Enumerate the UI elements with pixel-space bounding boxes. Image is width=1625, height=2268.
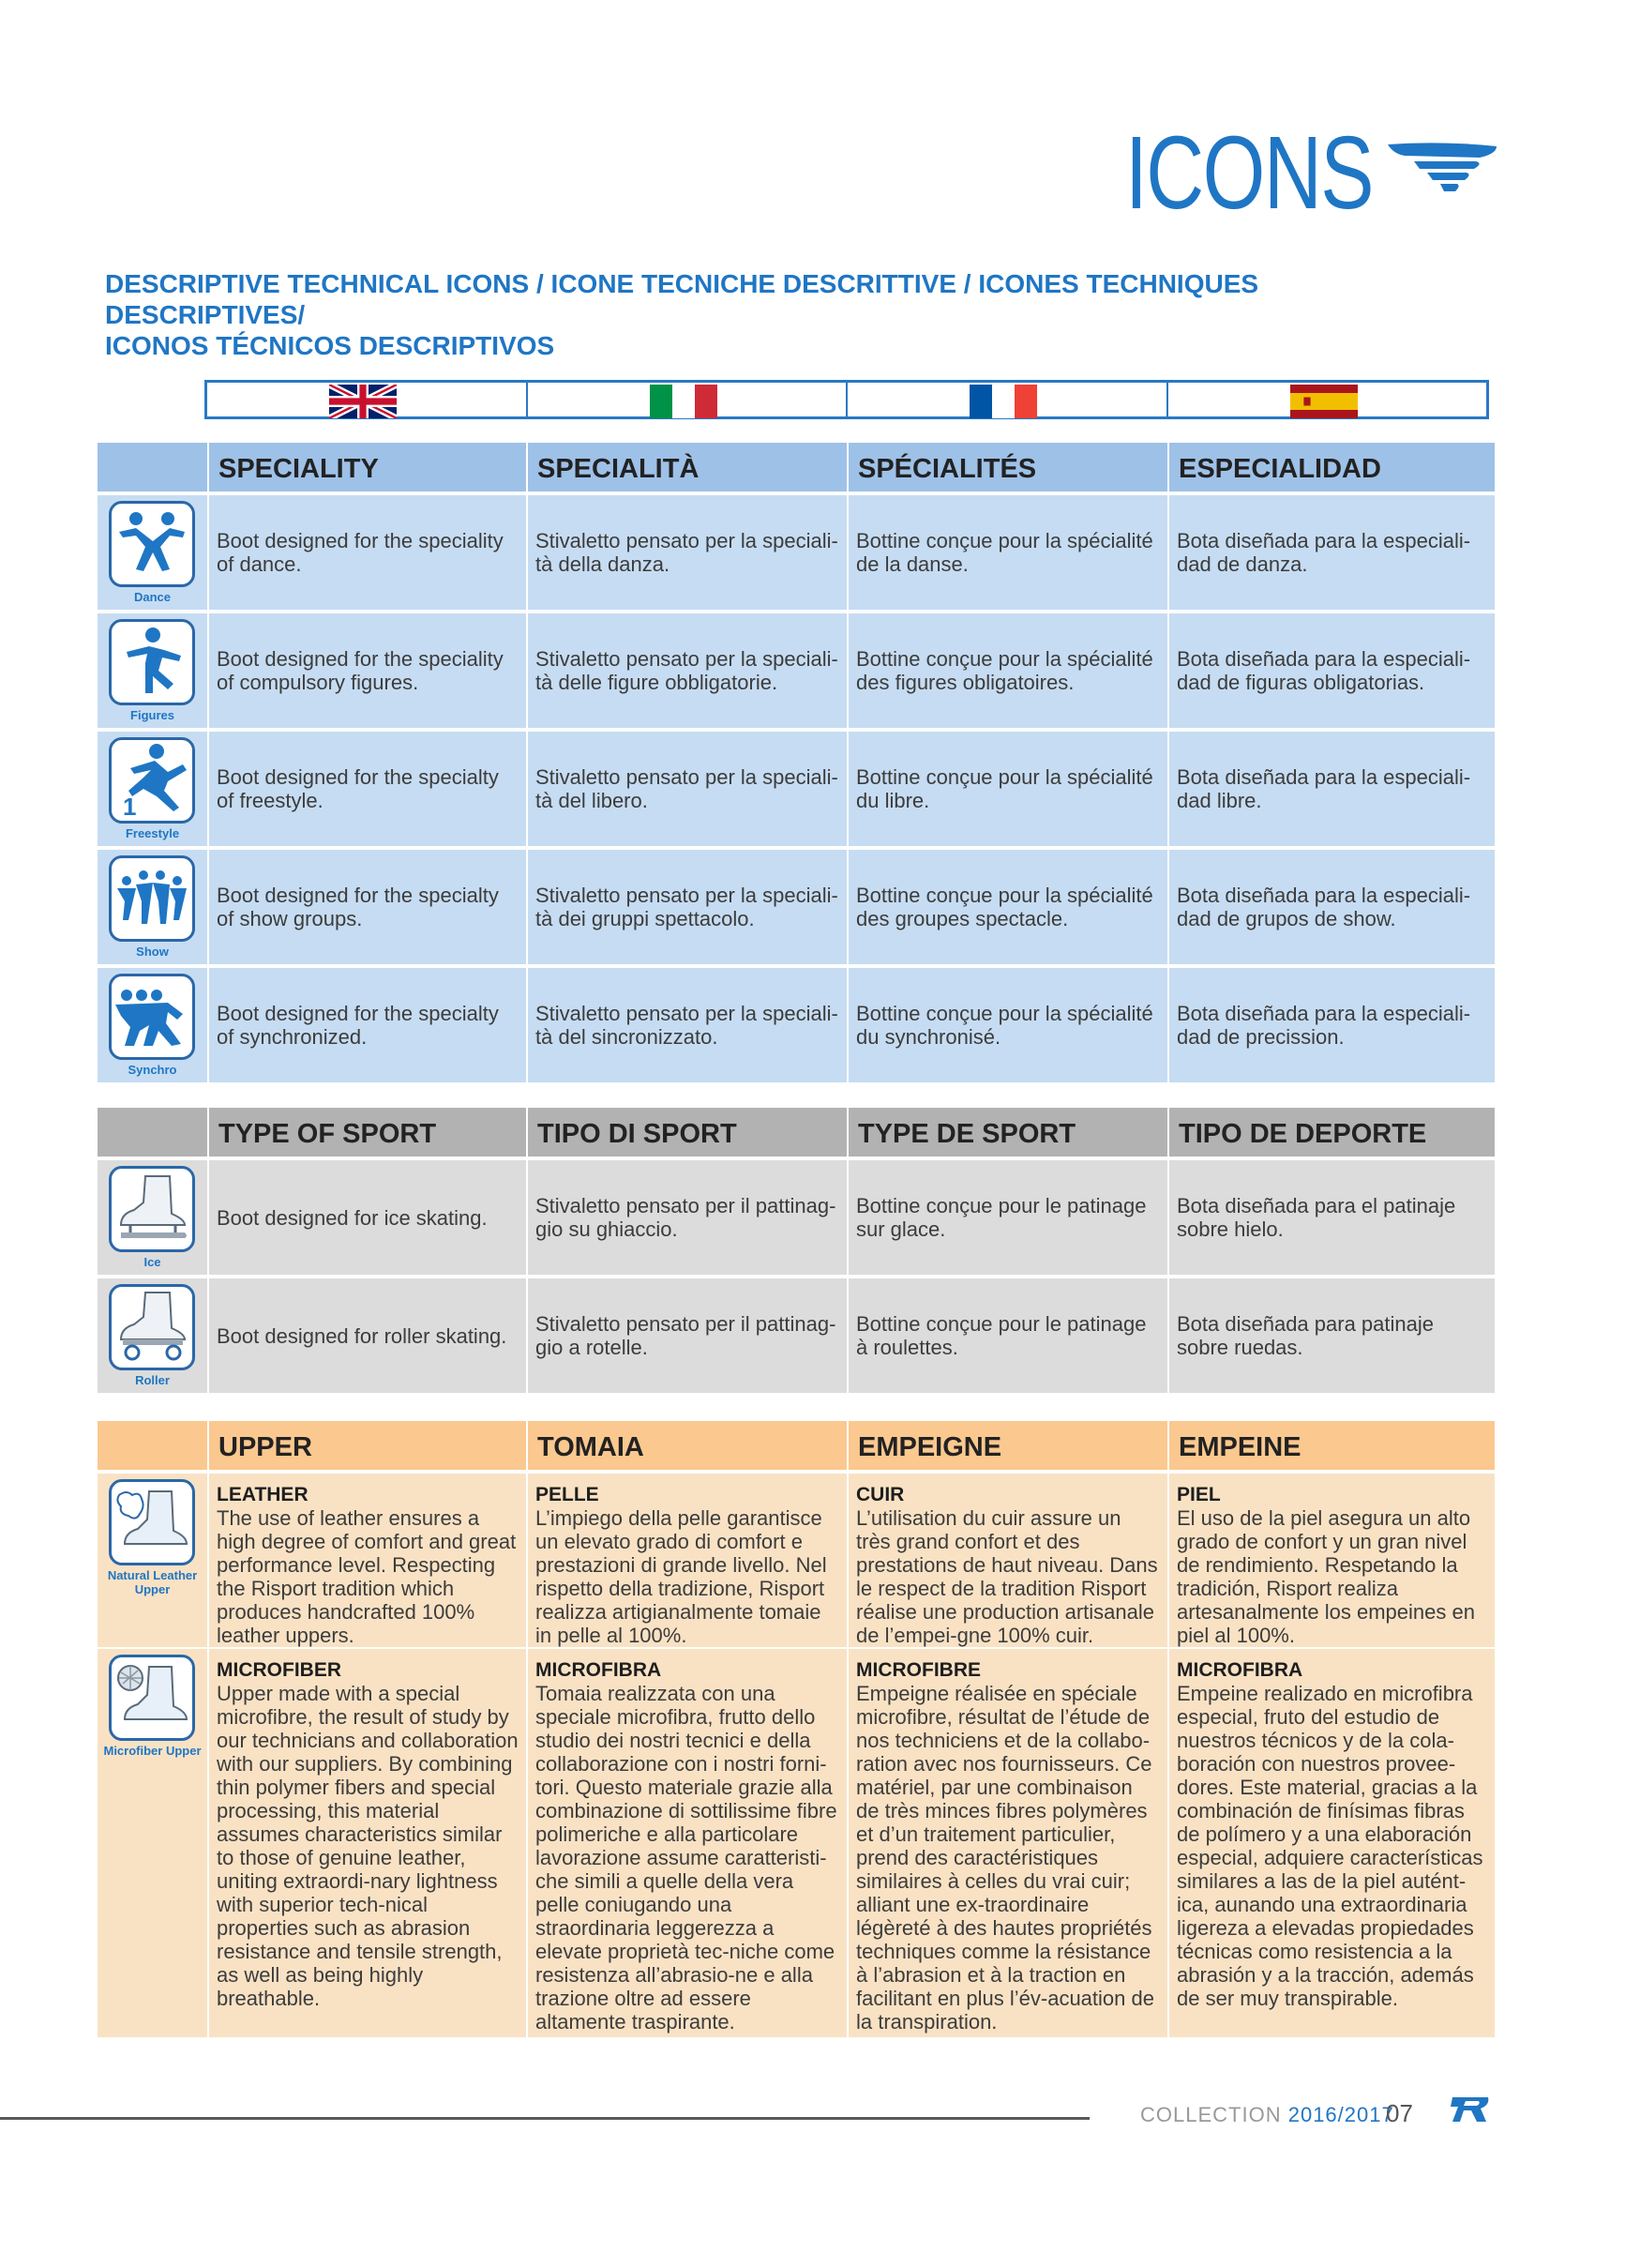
- description-it: Stivaletto pensato per la speciali-tà delle figure obbligatorie.: [528, 613, 847, 728]
- upper-material-title: LEATHER: [217, 1484, 308, 1505]
- icon-label: Microfiber Upper: [103, 1744, 202, 1758]
- upper-description-en: [209, 1649, 526, 2037]
- icon-cell: [98, 968, 207, 1082]
- footer-collection: [1140, 2103, 1394, 2127]
- icon-cell: [98, 1278, 207, 1393]
- upper-description-es: [1169, 1474, 1495, 1647]
- speciality-table: [98, 443, 1495, 1084]
- description-fr: Bottine conçue pour la spécialité des groupes spectacle.: [849, 850, 1167, 964]
- table-row: [98, 613, 1495, 728]
- icon-label: Freestyle: [125, 826, 180, 840]
- description-it: Stivaletto pensato per la speciali-tà del libero.: [528, 732, 847, 846]
- upper-header-en: UPPER: [209, 1421, 526, 1470]
- description-fr: Bottine conçue pour la spécialité des figures obligatoires.: [849, 613, 1167, 728]
- description-es: Bota diseñada para la especiali-dad de precission.: [1169, 968, 1495, 1082]
- upper-material-text: Tomaia realizzata con una speciale microfibra, frutto dello studio dei nostri tecnici e della collaborazione con i nostri forni-tori. Questo materiale grazie alla combinazione di sottilissime fibre polimeriche e alla particolare lavorazione assume caratteristi-che simili a quelle della vera pelle coniugando una straordinaria leggerezza a elevate proprietà tec-niche come resistenza all’abrasio-ne e alla trazione oltre ad essere altamente traspirante.: [535, 1682, 837, 2034]
- upper-material-text: L’utilisation du cuir assure un très grand confort et des prestations de haut niveau. Dans le respect de la tradition Risport réalise une production artisanale de l’empei-gne 100% cuir.: [856, 1506, 1158, 1647]
- icon-label: Show: [136, 945, 169, 959]
- table-row: [98, 1474, 1495, 1647]
- risport-wave-logo-icon: [1386, 141, 1498, 197]
- description-en: Boot designed for roller skating.: [209, 1278, 526, 1393]
- description-it: Stivaletto pensato per il pattinag-gio a rotelle.: [528, 1278, 847, 1393]
- description-es: Bota diseñada para la especiali-dad de danza.: [1169, 495, 1495, 610]
- table-row: [98, 1649, 1495, 2037]
- freestyle-icon: [109, 737, 195, 824]
- icon-label: Natural Leather Upper: [107, 1568, 198, 1596]
- leather-upper-icon: [109, 1479, 195, 1565]
- uk-flag-icon: [329, 385, 397, 418]
- table-row: [98, 1278, 1495, 1393]
- upper-material-text: Empeine realizado en microfibra especial, fruto del estudio de nuestros técnicos y de la cola-boración con nuestros provee-dores. Este material, gracias a la combinación de finísimas fibras de polímero y a una elaboración especial, adquiere características similares a las de la piel autént-ica, aunando una extraordinaria ligereza a elevadas propiedades técnicas como resistencia a la abrasión y a la tracción, además de ser muy transpirable.: [1177, 1682, 1483, 2010]
- icon-cell: [98, 850, 207, 964]
- sport-header-fr: TYPE DE SPORT: [849, 1108, 1167, 1157]
- upper-material-text: El uso de la piel asegura un alto grado de confort y un gran nivel de rendimiento. Respetando la tradición, Risport realiza artesanalmente los empeines en piel al 100%.: [1177, 1506, 1475, 1647]
- upper-description-it: [528, 1649, 847, 2037]
- upper-description-en: [209, 1474, 526, 1647]
- icon-label: Ice: [143, 1255, 161, 1269]
- upper-material-title: PELLE: [535, 1484, 599, 1505]
- roller-skate-icon: [109, 1284, 195, 1370]
- description-en: Boot designed for the specialty of synchronized.: [209, 968, 526, 1082]
- upper-material-title: MICROFIBRE: [856, 1659, 981, 1681]
- upper-material-text: Empeigne réalisée en spéciale microfibre, résultat de l’étude de nos techniciens et de la collabo-ration avec nos fournisseurs. Ce matériel, par une combinaison de très minces fibres polymères et d’un traitement particulier, prend des caractéristiques similaires à celles du vrai cuir; alliant une ex-traordinaire légèreté à des hautes propriétés techniques comme la résistance à l’abrasion et à la traction en facilitant en plus l’év-acuation de la transpiration.: [856, 1682, 1154, 2034]
- spain-flag-icon: [1290, 385, 1358, 418]
- svg-text:1: 1: [123, 793, 137, 821]
- upper-header-row: [98, 1421, 1495, 1470]
- upper-material-title: MICROFIBRA: [535, 1659, 662, 1681]
- description-it: Stivaletto pensato per la speciali-tà dei gruppi spettacolo.: [528, 850, 847, 964]
- risport-r-logo-icon: [1449, 2095, 1492, 2124]
- table-row: [98, 495, 1495, 610]
- flag-cell-en: [207, 383, 528, 416]
- description-es: Bota diseñada para la especiali-dad de figuras obligatorias.: [1169, 613, 1495, 728]
- table-row: [98, 1160, 1495, 1275]
- table-row: [98, 732, 1495, 846]
- description-fr: Bottine conçue pour le patinage à roulettes.: [849, 1278, 1167, 1393]
- upper-description-it: [528, 1474, 847, 1647]
- sport-type-table: [98, 1108, 1495, 1399]
- upper-material-title: PIEL: [1177, 1484, 1221, 1505]
- ice-skate-icon: [109, 1166, 195, 1252]
- sport-header-it: TIPO DI SPORT: [528, 1108, 847, 1157]
- upper-material-text: L’impiego della pelle garantisce un elevato grado di comfort e prestazioni di grande livello. Nel rispetto della tradizione, Risport realizza artigianalmente tomaie in pelle al 100%.: [535, 1506, 827, 1647]
- header-icon-column: [98, 1108, 207, 1157]
- description-en: Boot designed for the specialty of freestyle.: [209, 732, 526, 846]
- icon-label: Figures: [130, 708, 174, 722]
- description-it: Stivaletto pensato per la speciali-tà della danza.: [528, 495, 847, 610]
- speciality-header-en: SPECIALITY: [209, 443, 526, 491]
- synchro-icon: [109, 974, 195, 1060]
- header-icon-column: [98, 1421, 207, 1470]
- flag-cell-es: [1168, 383, 1487, 416]
- page-number: 07: [1386, 2099, 1413, 2127]
- icon-cell: [98, 1649, 207, 2037]
- speciality-header-row: [98, 443, 1495, 491]
- italy-flag-icon: [650, 385, 717, 418]
- description-es: Bota diseñada para la especiali-dad de grupos de show.: [1169, 850, 1495, 964]
- table-row: [98, 850, 1495, 964]
- description-it: Stivaletto pensato per il pattinag-gio su ghiaccio.: [528, 1160, 847, 1275]
- section-subtitle: [105, 268, 1465, 361]
- upper-material-title: CUIR: [856, 1484, 905, 1505]
- icon-label: Roller: [135, 1373, 170, 1387]
- sport-header-en: TYPE OF SPORT: [209, 1108, 526, 1157]
- description-es: Bota diseñada para patinaje sobre ruedas.: [1169, 1278, 1495, 1393]
- speciality-header-fr: SPÉCIALITÉS: [849, 443, 1167, 491]
- upper-header-it: TOMAIA: [528, 1421, 847, 1470]
- footer-collection-label: COLLECTION: [1140, 2103, 1282, 2126]
- upper-description-fr: [849, 1649, 1167, 2037]
- subtitle-line-1: DESCRIPTIVE TECHNICAL ICONS / ICONE TECNICHE DESCRITTIVE / ICONES TECHNIQUES DESCRIPTIVES/: [105, 269, 1259, 329]
- speciality-header-es: ESPECIALIDAD: [1169, 443, 1495, 491]
- upper-material-text: Upper made with a special microfibre, the result of study by our technicians and collaboration with our suppliers. By combining thin polymer fibers and special processing, this material assumes characteristics similar to those of genuine leather, uniting extraordi-nary lightness with superior tech-nical properties such as abrasion resistance and tensile strength, as well as being highly breathable.: [217, 1682, 519, 2010]
- show-icon: [109, 855, 195, 942]
- page-title: ICONS: [1125, 115, 1373, 231]
- description-en: Boot designed for the specialty of show groups.: [209, 850, 526, 964]
- icon-cell: [98, 1160, 207, 1275]
- footer-years: 2016/2017: [1287, 2103, 1394, 2126]
- figures-icon: [109, 619, 195, 705]
- icon-label: Dance: [133, 590, 172, 604]
- speciality-header-it: SPECIALITÀ: [528, 443, 847, 491]
- upper-table: [98, 1421, 1495, 2037]
- upper-material-title: MICROFIBRA: [1177, 1659, 1303, 1681]
- description-fr: Bottine conçue pour le patinage sur glace.: [849, 1160, 1167, 1275]
- icon-cell: [98, 613, 207, 728]
- icon-cell: [98, 1474, 207, 1647]
- description-en: Boot designed for ice skating.: [209, 1160, 526, 1275]
- subtitle-line-2: ICONOS TÉCNICOS DESCRIPTIVOS: [105, 331, 555, 360]
- upper-description-es: [1169, 1649, 1495, 2037]
- france-flag-icon: [970, 385, 1037, 418]
- description-fr: Bottine conçue pour la spécialité du synchronisé.: [849, 968, 1167, 1082]
- dance-icon: [109, 501, 195, 587]
- upper-material-title: MICROFIBER: [217, 1659, 341, 1681]
- description-es: Bota diseñada para la especiali-dad libre.: [1169, 732, 1495, 846]
- icon-cell: [98, 495, 207, 610]
- flag-cell-it: [528, 383, 849, 416]
- microfiber-upper-icon: [109, 1655, 195, 1741]
- icon-label: Synchro: [128, 1063, 177, 1077]
- sport-header-row: [98, 1108, 1495, 1157]
- footer-rule: [0, 2117, 1090, 2120]
- description-it: Stivaletto pensato per la speciali-tà del sincronizzato.: [528, 968, 847, 1082]
- icon-cell: [98, 732, 207, 846]
- upper-description-fr: [849, 1474, 1167, 1647]
- description-fr: Bottine conçue pour la spécialité de la danse.: [849, 495, 1167, 610]
- description-es: Bota diseñada para el patinaje sobre hielo.: [1169, 1160, 1495, 1275]
- flag-cell-fr: [848, 383, 1168, 416]
- sport-header-es: TIPO DE DEPORTE: [1169, 1108, 1495, 1157]
- header-icon-column: [98, 443, 207, 491]
- description-fr: Bottine conçue pour la spécialité du libre.: [849, 732, 1167, 846]
- description-en: Boot designed for the speciality of compulsory figures.: [209, 613, 526, 728]
- table-row: [98, 968, 1495, 1082]
- upper-header-fr: EMPEIGNE: [849, 1421, 1167, 1470]
- upper-material-text: The use of leather ensures a high degree of comfort and great performance level. Respecting the Risport tradition which produces handcrafted 100% leather uppers.: [217, 1506, 517, 1647]
- upper-header-es: EMPEINE: [1169, 1421, 1495, 1470]
- description-en: Boot designed for the speciality of dance.: [209, 495, 526, 610]
- language-flags-row: [204, 380, 1489, 419]
